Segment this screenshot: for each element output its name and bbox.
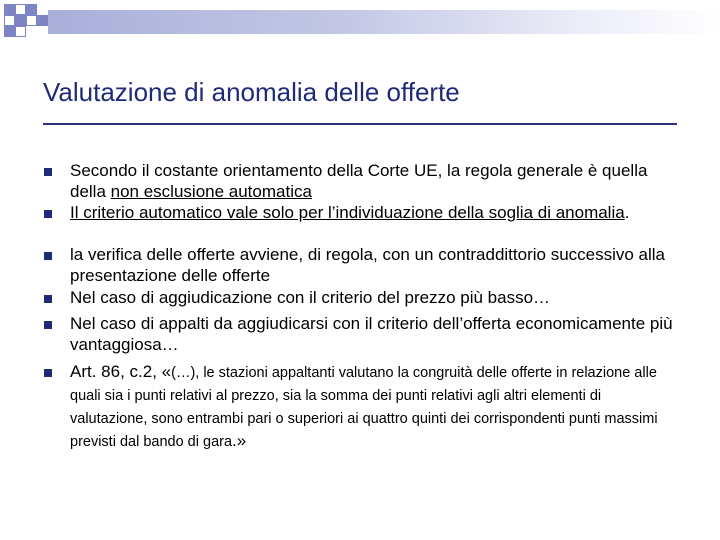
bullet-item: [42, 202, 682, 244]
square-bullet-icon: [44, 168, 52, 176]
slide-title: Valutazione di anomalia delle offerte: [43, 77, 460, 107]
bullet-text: Nel caso di aggiudicazione con il criterio del prezzo più basso…: [70, 288, 551, 307]
deco-square: [15, 26, 26, 37]
header-gradient-band: [48, 10, 720, 34]
deco-square: [4, 26, 15, 37]
deco-square: [26, 15, 37, 26]
bullet-quote-close: .»: [232, 431, 247, 450]
square-bullet-icon: [44, 210, 52, 218]
bullet-text: Secondo il costante orientamento della Corte UE, la regola generale è quella della: [70, 161, 648, 201]
deco-square: [4, 15, 15, 26]
square-bullet-icon: [44, 321, 52, 329]
bullet-item: [42, 160, 682, 202]
title-divider: [43, 123, 677, 125]
bullet-underlined-text: Il criterio automatico vale solo per l’individuazione della soglia di anomalia: [70, 203, 625, 222]
deco-square: [15, 15, 26, 26]
bullet-underlined-text: non esclusione automatica: [110, 182, 312, 201]
bullet-text: la verifica delle offerte avviene, di regola, con un contraddittorio successivo alla presentazione delle offerte: [70, 245, 666, 285]
bullet-item: [42, 361, 682, 453]
deco-square: [37, 15, 48, 26]
header-decoration: [0, 0, 720, 40]
bullet-item: [42, 287, 682, 308]
deco-square: [4, 4, 15, 15]
bullet-text: Nel caso di appalti da aggiudicarsi con il criterio dell’offerta economicamente più vantaggiosa…: [70, 314, 673, 354]
deco-square: [15, 4, 26, 15]
bullet-item: [42, 244, 682, 286]
bullet-lead-text: Art. 86, c.2, «: [70, 362, 172, 381]
bullet-quote-text: (…), le stazioni appaltanti valutano la congruità delle offerte in relazione alle quali sia i punti relativi al prezzo, sia la somma dei punti relativi agli altri elementi di valutazione, sono entrambi pari o superiori ai quattro quinti dei corrispondenti punti massimi previsti dal bando di gara: [70, 365, 658, 450]
square-bullet-icon: [44, 252, 52, 260]
bullet-text: .: [624, 203, 630, 222]
square-bullet-icon: [44, 369, 52, 377]
bullet-item: [42, 313, 682, 355]
square-bullet-icon: [44, 295, 52, 303]
bullet-list: [42, 160, 682, 453]
deco-square: [26, 4, 37, 15]
